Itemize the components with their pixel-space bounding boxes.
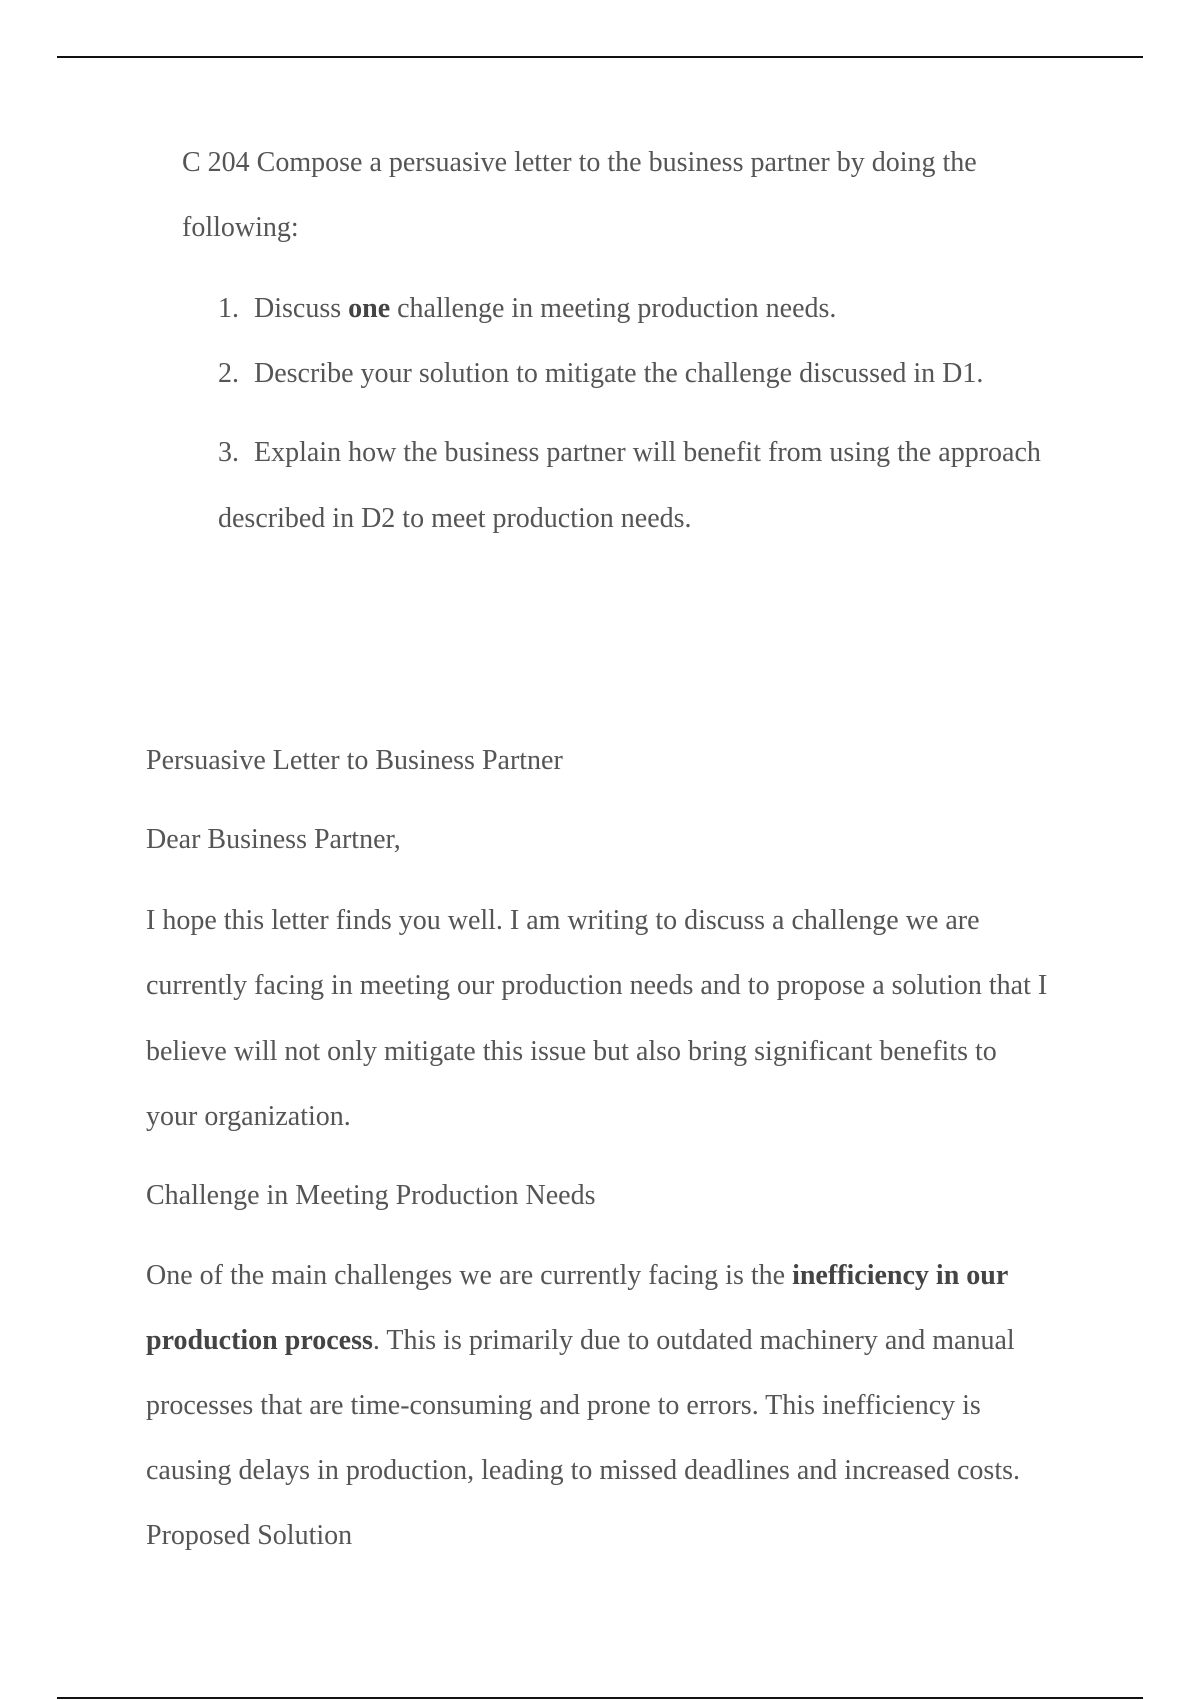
list-number: 1. — [218, 293, 239, 324]
challenge-text: . This is primarily due to outdated machinery and manual — [372, 1325, 1015, 1356]
letter-title: Persuasive Letter to Business Partner — [146, 745, 563, 776]
intro-line: believe will not only mitigate this issue but also bring significant benefits to — [146, 1036, 997, 1067]
challenge-line-2 — [146, 1325, 1015, 1357]
list-item-3 — [218, 437, 1041, 469]
intro-line: I hope this letter finds you well. I am writing to discuss a challenge we are — [146, 905, 980, 936]
challenge-line-3: processes that are time-consuming and prone to errors. This inefficiency is — [146, 1390, 981, 1421]
challenge-heading: Challenge in Meeting Production Needs — [146, 1180, 596, 1211]
list-item-1 — [218, 293, 836, 325]
list-item-3-continuation: described in D2 to meet production needs. — [218, 503, 692, 534]
solution-heading: Proposed Solution — [146, 1520, 353, 1551]
bottom-rule — [57, 1697, 1143, 1699]
prompt-line-1: C 204 Compose a persuasive letter to the business partner by doing the — [182, 147, 977, 178]
challenge-line-1 — [146, 1260, 1008, 1292]
challenge-line-4: causing delays in production, leading to missed deadlines and increased costs. — [146, 1455, 1021, 1486]
list-number: 2. — [218, 358, 239, 389]
challenge-emphasis: inefficiency in our — [792, 1260, 1009, 1291]
list-item-text: challenge in meeting production needs. — [390, 293, 837, 324]
challenge-text: One of the main challenges we are currently facing is the — [146, 1260, 793, 1291]
list-item-2 — [218, 358, 983, 390]
intro-line: your organization. — [146, 1101, 351, 1132]
list-item-text: Describe your solution to mitigate the challenge discussed in D1. — [254, 358, 984, 389]
top-rule — [57, 56, 1143, 58]
list-item-text: Discuss — [254, 293, 349, 324]
list-number: 3. — [218, 437, 239, 468]
emphasis-one: one — [348, 293, 391, 324]
prompt-line-2: following: — [182, 212, 299, 243]
list-item-text: Explain how the business partner will benefit from using the approach — [254, 437, 1041, 468]
challenge-emphasis: production process — [146, 1325, 373, 1356]
intro-line: currently facing in meeting our production needs and to propose a solution that I — [146, 970, 1048, 1001]
salutation: Dear Business Partner, — [146, 824, 401, 855]
